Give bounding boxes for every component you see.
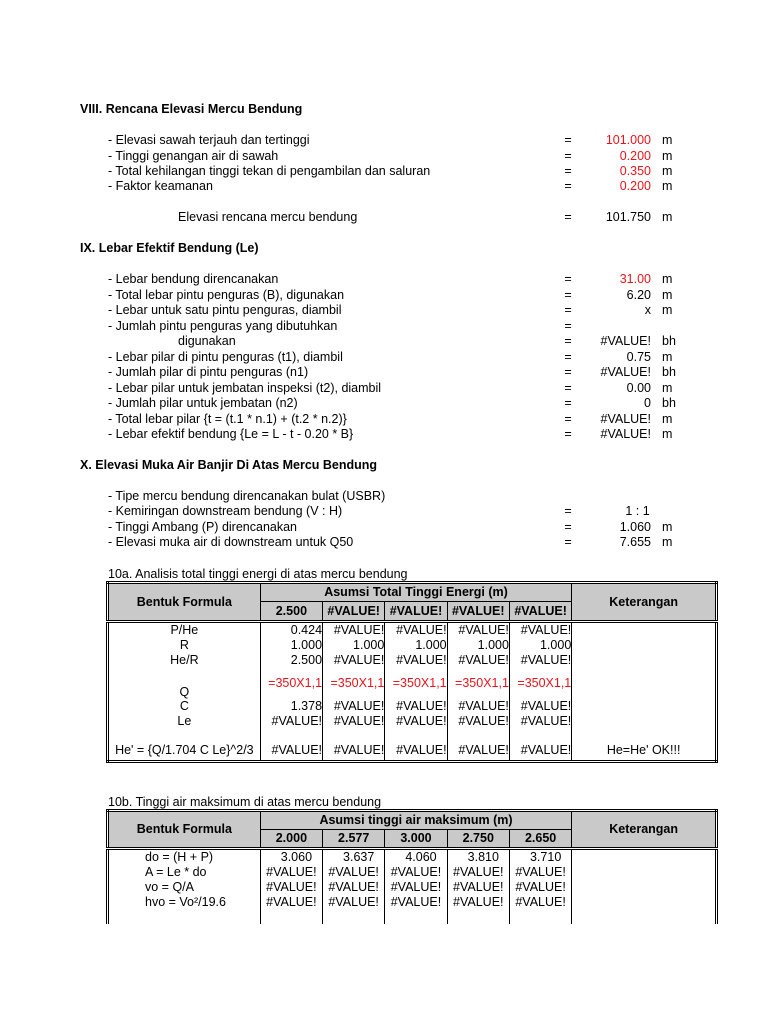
table-cell[interactable]: #VALUE! <box>323 714 385 729</box>
equals-sign: = <box>564 520 572 534</box>
param-unit: m <box>662 288 673 302</box>
equals-sign: = <box>564 272 572 286</box>
param-unit: m <box>662 164 673 178</box>
table-cell[interactable]: #VALUE! <box>385 653 447 668</box>
param-label: - Tipe mercu bendung direncanakan bulat (USBR) <box>108 489 386 503</box>
param-value[interactable]: #VALUE! <box>600 412 651 426</box>
param-label: - Faktor keamanan <box>108 179 213 193</box>
note-cell <box>572 910 717 924</box>
assumption-col: 2.577 <box>323 830 385 849</box>
param-row <box>0 319 768 334</box>
section-10-title: X. Elevasi Muka Air Banjir Di Atas Mercu Bendung <box>80 458 378 472</box>
table-cell[interactable]: #VALUE! <box>323 880 385 895</box>
table-cell[interactable]: #VALUE! <box>385 622 447 638</box>
table-cell[interactable]: 3.637 <box>323 849 385 865</box>
param-label: - Kemiringan downstream bendung (V : H) <box>108 504 343 518</box>
param-row <box>0 179 768 194</box>
param-unit: m <box>662 133 673 147</box>
table-cell[interactable]: #VALUE! <box>260 880 322 895</box>
table-cell[interactable]: #VALUE! <box>260 714 322 729</box>
param-label: - Total lebar pintu penguras (B), digunakan <box>108 288 345 302</box>
header-assumption: Asumsi tinggi air maksimum (m) <box>260 811 572 830</box>
param-row <box>0 272 768 287</box>
assumption-col: #VALUE! <box>509 602 571 622</box>
row-label: R <box>179 637 189 652</box>
param-unit: m <box>662 210 673 224</box>
param-value[interactable]: 0 <box>644 396 651 410</box>
param-label: - Jumlah pilar untuk jembatan (n2) <box>108 396 298 410</box>
table-cell[interactable]: 3.710 <box>509 849 571 865</box>
table-cell[interactable]: 0.424 <box>260 622 322 638</box>
equals-sign: = <box>564 133 572 147</box>
equals-sign: = <box>564 535 572 549</box>
assumption-col: 2.000 <box>260 830 322 849</box>
param-label: - Jumlah pintu penguras yang dibutuhkan <box>108 319 338 333</box>
table-cell[interactable]: #VALUE! <box>509 622 571 638</box>
param-label: - Lebar efektif bendung {Le = L - t - 0.20 * B} <box>108 427 354 441</box>
table-cell[interactable]: #VALUE! <box>323 653 385 668</box>
param-row <box>0 535 768 550</box>
table-cell[interactable]: 1.378 <box>260 699 322 714</box>
param-label: - Tinggi Ambang (P) direncanakan <box>108 520 297 534</box>
param-value[interactable]: 1 : 1 <box>625 504 650 518</box>
row-label: Le <box>177 714 192 729</box>
note-cell <box>572 622 717 638</box>
note-cell <box>572 699 717 714</box>
table-cell[interactable]: #VALUE! <box>509 880 571 895</box>
table-cell[interactable]: #VALUE! <box>447 729 509 761</box>
table-cell[interactable]: =350X1,1 <box>385 667 447 699</box>
row-label: A = Le * do <box>145 864 207 879</box>
param-label: - Lebar untuk satu pintu penguras, diambil <box>108 303 342 317</box>
param-value[interactable]: 31.00 <box>619 272 651 286</box>
table-cell[interactable]: 3.060 <box>260 849 322 865</box>
table-cell[interactable]: #VALUE! <box>509 895 571 910</box>
section-8-title: VIII. Rencana Elevasi Mercu Bendung <box>80 102 303 116</box>
param-value[interactable]: 101.000 <box>605 133 651 147</box>
param-row <box>0 164 768 179</box>
param-value[interactable]: 6.20 <box>626 288 651 302</box>
param-row <box>0 396 768 411</box>
table-cell[interactable]: =350X1,1 <box>260 667 322 699</box>
table-cell[interactable] <box>509 910 571 924</box>
table-cell[interactable]: #VALUE! <box>509 653 571 668</box>
table-row <box>108 653 717 668</box>
param-row <box>0 520 768 535</box>
header-formula: Bentuk Formula <box>108 811 261 849</box>
table-row <box>108 622 717 638</box>
param-value[interactable]: #VALUE! <box>600 365 651 379</box>
param-row <box>0 303 768 318</box>
equals-sign: = <box>564 288 572 302</box>
table-10b <box>106 809 718 924</box>
param-row <box>0 350 768 365</box>
table-cell[interactable]: 2.500 <box>260 653 322 668</box>
row-label: He' = {Q/1.704 C Le}^2/3 <box>115 743 254 758</box>
table-row <box>108 865 717 880</box>
param-value[interactable]: 0.200 <box>619 149 651 163</box>
equals-sign: = <box>564 396 572 410</box>
row-label: P/He <box>108 622 261 638</box>
header-note: Keterangan <box>572 811 717 849</box>
table-cell[interactable]: #VALUE! <box>509 699 571 714</box>
note-cell <box>572 880 717 895</box>
table-row <box>108 729 717 761</box>
param-unit: m <box>662 427 673 441</box>
equals-sign: = <box>564 334 572 348</box>
table-row <box>108 699 717 714</box>
table-cell[interactable]: #VALUE! <box>323 729 385 761</box>
param-row <box>0 334 768 349</box>
note-cell <box>572 849 717 865</box>
param-value[interactable]: 0.200 <box>619 179 651 193</box>
assumption-col: #VALUE! <box>447 602 509 622</box>
param-unit: bh <box>662 365 676 379</box>
param-row <box>0 133 768 148</box>
table-cell[interactable]: #VALUE! <box>385 880 447 895</box>
param-unit: m <box>662 149 673 163</box>
table-cell[interactable]: #VALUE! <box>447 714 509 729</box>
param-label: - Tinggi genangan air di sawah <box>108 149 279 163</box>
assumption-col: #VALUE! <box>323 602 385 622</box>
table-cell[interactable]: #VALUE! <box>385 714 447 729</box>
table-cell[interactable]: #VALUE! <box>447 880 509 895</box>
param-unit: m <box>662 272 673 286</box>
param-label: - Elevasi sawah terjauh dan tertinggi <box>108 133 310 147</box>
table-cell[interactable]: #VALUE! <box>260 729 322 761</box>
param-value[interactable]: x <box>644 303 651 317</box>
note-cell <box>572 653 717 668</box>
table-cell[interactable]: =350X1,1 <box>509 667 571 699</box>
assumption-col: #VALUE! <box>385 602 447 622</box>
assumption-col: 2.750 <box>447 830 509 849</box>
row-label: Q <box>179 684 190 699</box>
param-row <box>0 504 768 519</box>
param-unit: m <box>662 350 673 364</box>
param-row <box>0 412 768 427</box>
table-cell[interactable]: #VALUE! <box>447 699 509 714</box>
table-cell[interactable]: 3.810 <box>447 849 509 865</box>
equals-sign: = <box>564 381 572 395</box>
table-row <box>108 714 717 729</box>
table-row <box>108 910 717 924</box>
table-cell[interactable]: 1.000 <box>260 638 322 653</box>
table-row <box>108 849 717 865</box>
note-cell <box>572 638 717 653</box>
table-row <box>108 638 717 653</box>
equals-sign: = <box>564 303 572 317</box>
param-value[interactable]: 7.655 <box>619 535 651 549</box>
result-value[interactable]: 101.750 <box>605 210 651 224</box>
table-10a-caption: 10a. Analisis total tinggi energi di atas mercu bendung <box>108 567 408 581</box>
row-label: C <box>179 699 189 714</box>
table-row <box>108 880 717 895</box>
equals-sign: = <box>564 210 572 224</box>
param-label: - Jumlah pilar di pintu penguras (n1) <box>108 365 309 379</box>
param-value[interactable]: 0.350 <box>619 164 651 178</box>
row-label: vo = Q/A <box>145 879 194 894</box>
row-label: He/R <box>170 652 199 667</box>
table-cell[interactable]: 1.000 <box>385 638 447 653</box>
param-label: - Total lebar pilar {t = (t.1 * n.1) + (t.2 * n.2)} <box>108 412 347 426</box>
table-cell[interactable]: #VALUE! <box>509 729 571 761</box>
param-unit: m <box>662 303 673 317</box>
param-value[interactable]: #VALUE! <box>600 334 651 348</box>
param-row <box>0 427 768 442</box>
assumption-col: 2.650 <box>509 830 571 849</box>
row-label: do = (H + P) <box>108 849 261 865</box>
param-unit: bh <box>662 396 676 410</box>
param-label: - Lebar bendung direncanakan <box>108 272 279 286</box>
section-9-title: IX. Lebar Efektif Bendung (Le) <box>80 241 259 255</box>
param-row <box>0 489 768 504</box>
table-cell[interactable]: =350X1,1 <box>323 667 385 699</box>
header-assumption: Asumsi Total Tinggi Energi (m) <box>260 583 572 602</box>
table-cell[interactable]: =350X1,1 <box>447 667 509 699</box>
table-cell[interactable] <box>260 910 322 924</box>
table-cell[interactable] <box>323 910 385 924</box>
equals-sign: = <box>564 350 572 364</box>
equals-sign: = <box>564 164 572 178</box>
table-10a <box>106 581 718 763</box>
param-unit: m <box>662 535 673 549</box>
table-cell[interactable]: 1.000 <box>447 638 509 653</box>
header-formula: Bentuk Formula <box>108 583 261 622</box>
table-cell[interactable]: #VALUE! <box>323 895 385 910</box>
assumption-col: 2.500 <box>260 602 322 622</box>
row-label: hvo = Vo²/19.6 <box>145 894 226 909</box>
table-10b-caption: 10b. Tinggi air maksimum di atas mercu bendung <box>108 795 382 809</box>
param-row <box>0 365 768 380</box>
param-row <box>0 288 768 303</box>
param-value[interactable]: 1.060 <box>619 520 651 534</box>
table-cell[interactable]: #VALUE! <box>447 653 509 668</box>
param-unit: m <box>662 520 673 534</box>
table-cell[interactable]: #VALUE! <box>385 895 447 910</box>
table-cell[interactable]: #VALUE! <box>323 699 385 714</box>
param-label: - Lebar pilar untuk jembatan inspeksi (t2), diambil <box>108 381 382 395</box>
table-row <box>108 667 717 699</box>
param-unit: bh <box>662 334 676 348</box>
param-unit: m <box>662 381 673 395</box>
param-label: - Lebar pilar di pintu penguras (t1), diambil <box>108 350 343 364</box>
header-note: Keterangan <box>572 583 717 622</box>
param-label: - Total kehilangan tinggi tekan di pengambilan dan saluran <box>108 164 431 178</box>
table-cell[interactable]: #VALUE! <box>323 622 385 638</box>
note-cell <box>572 895 717 910</box>
assumption-col: 3.000 <box>385 830 447 849</box>
table-cell[interactable]: #VALUE! <box>509 714 571 729</box>
table-cell[interactable]: #VALUE! <box>385 865 447 880</box>
table-cell[interactable] <box>385 910 447 924</box>
table-cell[interactable] <box>447 910 509 924</box>
param-row <box>0 149 768 164</box>
note-cell: He=He' OK!!! <box>572 729 717 761</box>
param-label: - Elevasi muka air di downstream untuk Q50 <box>108 535 354 549</box>
equals-sign: = <box>564 365 572 379</box>
table-cell[interactable]: 4.060 <box>385 849 447 865</box>
table-cell[interactable]: #VALUE! <box>447 895 509 910</box>
table-cell[interactable]: #VALUE! <box>509 865 571 880</box>
table-cell[interactable]: #VALUE! <box>260 865 322 880</box>
equals-sign: = <box>564 412 572 426</box>
table-cell[interactable]: #VALUE! <box>385 729 447 761</box>
table-cell[interactable]: #VALUE! <box>447 865 509 880</box>
equals-sign: = <box>564 179 572 193</box>
param-unit: m <box>662 412 673 426</box>
equals-sign: = <box>564 319 572 333</box>
param-label: digunakan <box>178 334 236 348</box>
param-value[interactable]: #VALUE! <box>600 427 651 441</box>
table-cell[interactable]: #VALUE! <box>447 622 509 638</box>
table-cell[interactable]: #VALUE! <box>260 895 322 910</box>
param-value[interactable]: 0.00 <box>626 381 651 395</box>
row-label <box>108 910 261 924</box>
param-value[interactable]: 0.75 <box>626 350 651 364</box>
table-cell[interactable]: #VALUE! <box>323 865 385 880</box>
note-cell <box>572 714 717 729</box>
param-row <box>0 381 768 396</box>
table-cell[interactable]: 1.000 <box>323 638 385 653</box>
result-row <box>0 210 768 225</box>
equals-sign: = <box>564 427 572 441</box>
table-cell[interactable]: #VALUE! <box>385 699 447 714</box>
note-cell <box>572 865 717 880</box>
table-cell[interactable]: 1.000 <box>509 638 571 653</box>
equals-sign: = <box>564 504 572 518</box>
result-label: Elevasi rencana mercu bendung <box>178 210 358 224</box>
note-cell <box>572 667 717 699</box>
param-unit: m <box>662 179 673 193</box>
equals-sign: = <box>564 149 572 163</box>
table-row <box>108 895 717 910</box>
